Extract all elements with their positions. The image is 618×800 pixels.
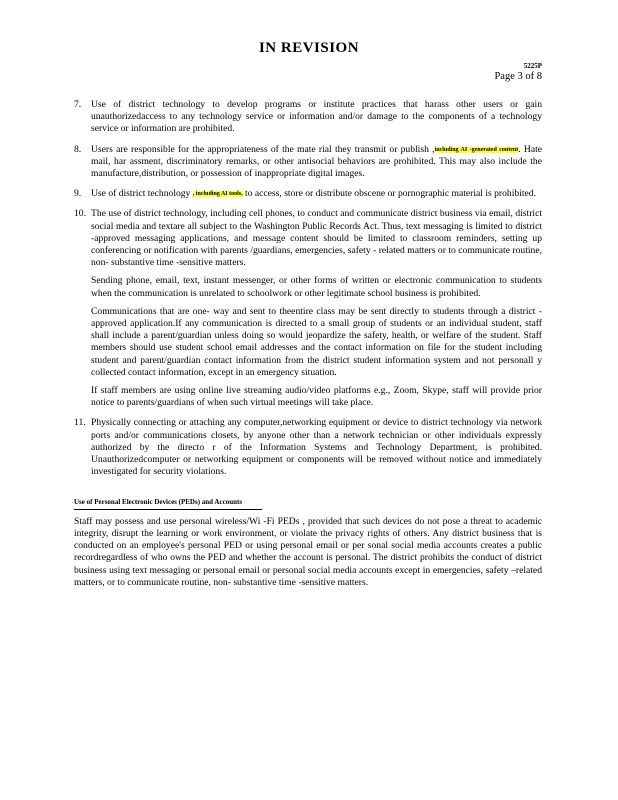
section-heading: Use of Personal Electronic Devices (PEDs) and Accounts	[74, 496, 262, 509]
item-text: Physically connecting or attaching any computer,networking equipment or device to district technology via network ports and/or communications closets, by anyone other than a network technician or other individuals expressly authorized by the directo r of the Information Systems and Technology Department, is prohibited. Unauthorizedcomputer or networking equipment or components will be removed without notice and immediately investigated for security violations.	[91, 417, 542, 478]
list-item-9	[74, 188, 542, 200]
section-paragraph: Staff may possess and use personal wireless/Wi -Fi PEDs , provided that such devices do not pose a threat to academic integrity, disrupt the learning or work environment, or violate the privacy rights of others. Any district business that is conducted on an employee's personal PED or using personal email or per sonal social media accounts creates a public recordregardless of who owns the PED and whether the account is personal. The district prohibits the conduct of district business using text messaging or personal email or personal social media accounts except in emergencies, safety –related matters, or to communicate routine, non- substantive time -sensitive matters.	[74, 515, 542, 588]
item-text-pre: Use of district technology	[91, 188, 193, 200]
item-number: 9.	[74, 188, 82, 200]
highlighted-text: , including AI tools,	[192, 191, 243, 198]
item-subparagraph: Communications that are one- way and sent to theentire class may be sent directly to students through a district -approved application.If any communication is directed to a small group of students or an individual student, staff shall include a parent/guardian unless doing so would jeopardize the safety, health, or welfare of the student. Staff members should use student school email addresses and the contact information on file for the student including student and parent/guardian contact information from the district student information system and not personall y collected contact information, except in an emergency situation.	[91, 305, 542, 378]
item-subparagraph: Sending phone, email, text, instant messenger, or other forms of written or electronic communication to students when the communication is unrelated to schoolwork or other legitimate school business is prohibited.	[91, 275, 542, 299]
policy-code: 5225P	[523, 62, 542, 70]
item-number: 11.	[74, 417, 86, 429]
list-item-7	[74, 99, 542, 136]
item-number: 8.	[74, 143, 82, 155]
page-title: IN REVISION	[258, 40, 360, 56]
highlighted-text: including AI -generated content	[434, 146, 519, 153]
item-text	[91, 144, 542, 181]
item-text: Use of district technology to develop programs or institute practices that harass other users or gain unauthorizedaccess to any technology service or information and/or damage to the components of a technology service or information are prohibited.	[91, 99, 542, 135]
page-number: Page 3 of 8	[494, 71, 542, 82]
item-text	[91, 188, 542, 200]
item-text: The use of district technology, including cell phones, to conduct and communicate district business via email, district social media and textare all subject to the Washington Public Records Act. Thus, text messaging is limited to district -approved messaging applications, and message content should be limited to classroom reminders, setting up conferencing or notification with parents /guardians, emergencies, safety - related matters or to communicate routine, non- substantive time -sensitive matters.	[91, 208, 542, 269]
numbered-list	[74, 99, 542, 478]
list-item-8	[74, 144, 542, 181]
document-body	[74, 99, 542, 589]
list-item-10	[74, 208, 542, 409]
item-number: 7.	[74, 99, 82, 110]
list-item-11	[74, 417, 542, 478]
item-text-pre: Users are responsible for the appropriateness of the mate rial they transmit or publish ,	[91, 143, 435, 155]
item-text-post: to access, store or distribute obscene or pornographic material is prohibited.	[242, 188, 536, 200]
item-subparagraph: If staff members are using online live streaming audio/video platforms e.g., Zoom, Skype, staff will provide prior notice to parents/guardians of when such virtual meetings will take place.	[91, 385, 542, 409]
item-text-post: . Hate mail, har assment, discriminatory remarks, or other antisocial behaviors are prohibited. This may also include the manufacture,distribution, or possession of inappropriate digital images.	[91, 143, 543, 180]
item-number: 10.	[74, 208, 86, 220]
